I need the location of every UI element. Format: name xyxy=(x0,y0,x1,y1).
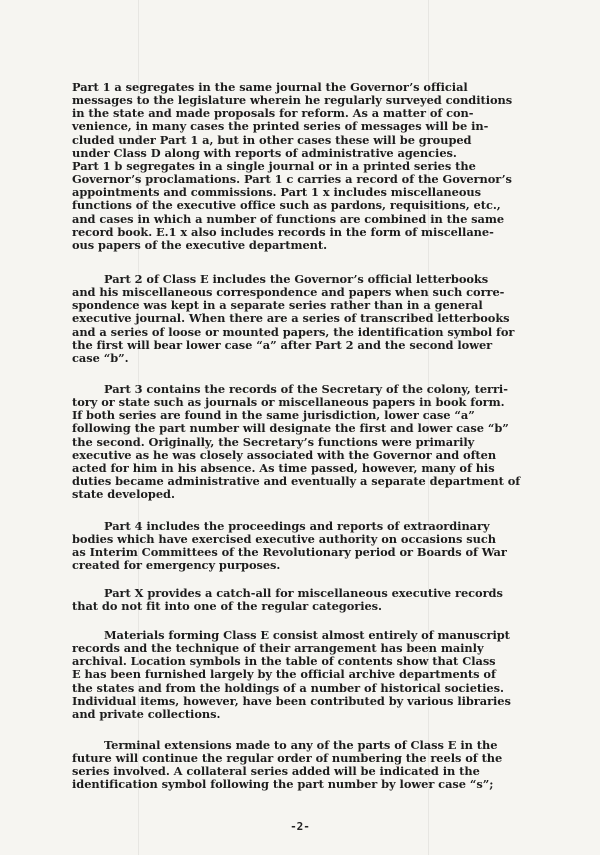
text-line: executive journal. When there are a series of transcribed letterbooks xyxy=(72,311,510,326)
page-number: -2- xyxy=(290,820,310,833)
text-line: Part X provides a catch-all for miscellaneous executive records xyxy=(104,586,503,600)
paragraph-1 xyxy=(72,81,554,252)
paragraph-2 xyxy=(72,273,554,365)
text-line: duties became administrative and eventually a separate department of xyxy=(72,474,521,489)
text-line: state developed. xyxy=(72,487,175,502)
text-line: spondence was kept in a separate series rather than in a general xyxy=(72,298,483,313)
text-line: the first will bear lower case “a” after Part 2 and the second lower xyxy=(72,337,493,352)
text-line: in the state and made proposals for reform. As a matter of con- xyxy=(72,106,474,121)
text-line: Materials forming Class E consist almost entirely of manuscript xyxy=(104,628,510,642)
text-line: the states and from the holdings of a number of historical societies. xyxy=(72,680,504,695)
text-line: and a series of loose or mounted papers, the identification symbol for xyxy=(72,324,515,339)
paragraph-7 xyxy=(72,739,554,792)
text-line: tory or state such as journals or miscellaneous papers in book form. xyxy=(72,395,505,410)
paragraph-6 xyxy=(72,629,554,721)
text-line: E has been furnished largely by the official archive departments of xyxy=(72,667,496,682)
text-line: identification symbol following the part number by lower case “s”; xyxy=(72,777,494,792)
text-line: records and the technique of their arrangement has been mainly xyxy=(72,641,484,656)
text-line: Individual items, however, have been contributed by various libraries xyxy=(72,693,511,708)
text-line: case “b”. xyxy=(72,350,129,365)
text-line: archival. Location symbols in the table of contents show that Class xyxy=(72,654,496,669)
text-line: Terminal extensions made to any of the parts of Class E in the xyxy=(104,738,498,752)
text-line: Part 2 of Class E includes the Governor’s official letterbooks xyxy=(104,272,489,286)
text-line: functions of the executive office such as pardons, requisitions, etc., xyxy=(72,198,501,213)
text-line: following the part number will designate the first and lower case “b” xyxy=(72,421,509,436)
text-line: Part 1 a segregates in the same journal the Governor’s official xyxy=(72,80,468,94)
text-line: Part 4 includes the proceedings and reports of extraordinary xyxy=(104,519,490,533)
paragraph-4 xyxy=(72,520,554,573)
text-line: ous papers of the executive department. xyxy=(72,237,328,252)
text-line: the second. Originally, the Secretary’s functions were primarily xyxy=(72,434,475,449)
text-line: Part 3 contains the records of the Secretary of the colony, terri- xyxy=(104,382,508,396)
paragraph-5 xyxy=(72,587,554,613)
text-line: that do not fit into one of the regular categories. xyxy=(72,599,382,614)
paragraph-3 xyxy=(72,383,554,501)
text-line: bodies which have exercised executive authority on occasions such xyxy=(72,532,496,547)
text-line: and cases in which a number of functions are combined in the same xyxy=(72,211,505,226)
text-line: cluded under Part 1 a, but in other cases these will be grouped xyxy=(72,132,472,147)
text-line: Governor’s proclamations. Part 1 c carries a record of the Governor’s xyxy=(72,172,512,187)
text-line: and his miscellaneous correspondence and papers when such corre- xyxy=(72,285,505,300)
text-line: created for emergency purposes. xyxy=(72,558,281,573)
text-line: messages to the legislature wherein he regularly surveyed conditions xyxy=(72,93,513,108)
text-line: Part 1 b segregates in a single journal or in a printed series the xyxy=(72,158,476,173)
text-line: series involved. A collateral series added will be indicated in the xyxy=(72,764,480,779)
text-line: under Class D along with reports of administrative agencies. xyxy=(72,145,457,160)
text-line: and private collections. xyxy=(72,706,221,721)
text-line: If both series are found in the same jurisdiction, lower case “a” xyxy=(72,408,475,423)
text-line: acted for him in his absence. As time passed, however, many of his xyxy=(72,460,495,475)
text-line: record book. E.1 x also includes records in the form of miscellane- xyxy=(72,224,494,239)
text-line: appointments and commissions. Part 1 x includes miscellaneous xyxy=(72,185,481,200)
text-line: future will continue the regular order of numbering the reels of the xyxy=(72,751,503,766)
text-line: as Interim Committees of the Revolutionary period or Boards of War xyxy=(72,545,507,560)
text-line: executive as he was closely associated with the Governor and often xyxy=(72,447,497,462)
text-line: venience, in many cases the printed series of messages will be in- xyxy=(72,119,489,134)
